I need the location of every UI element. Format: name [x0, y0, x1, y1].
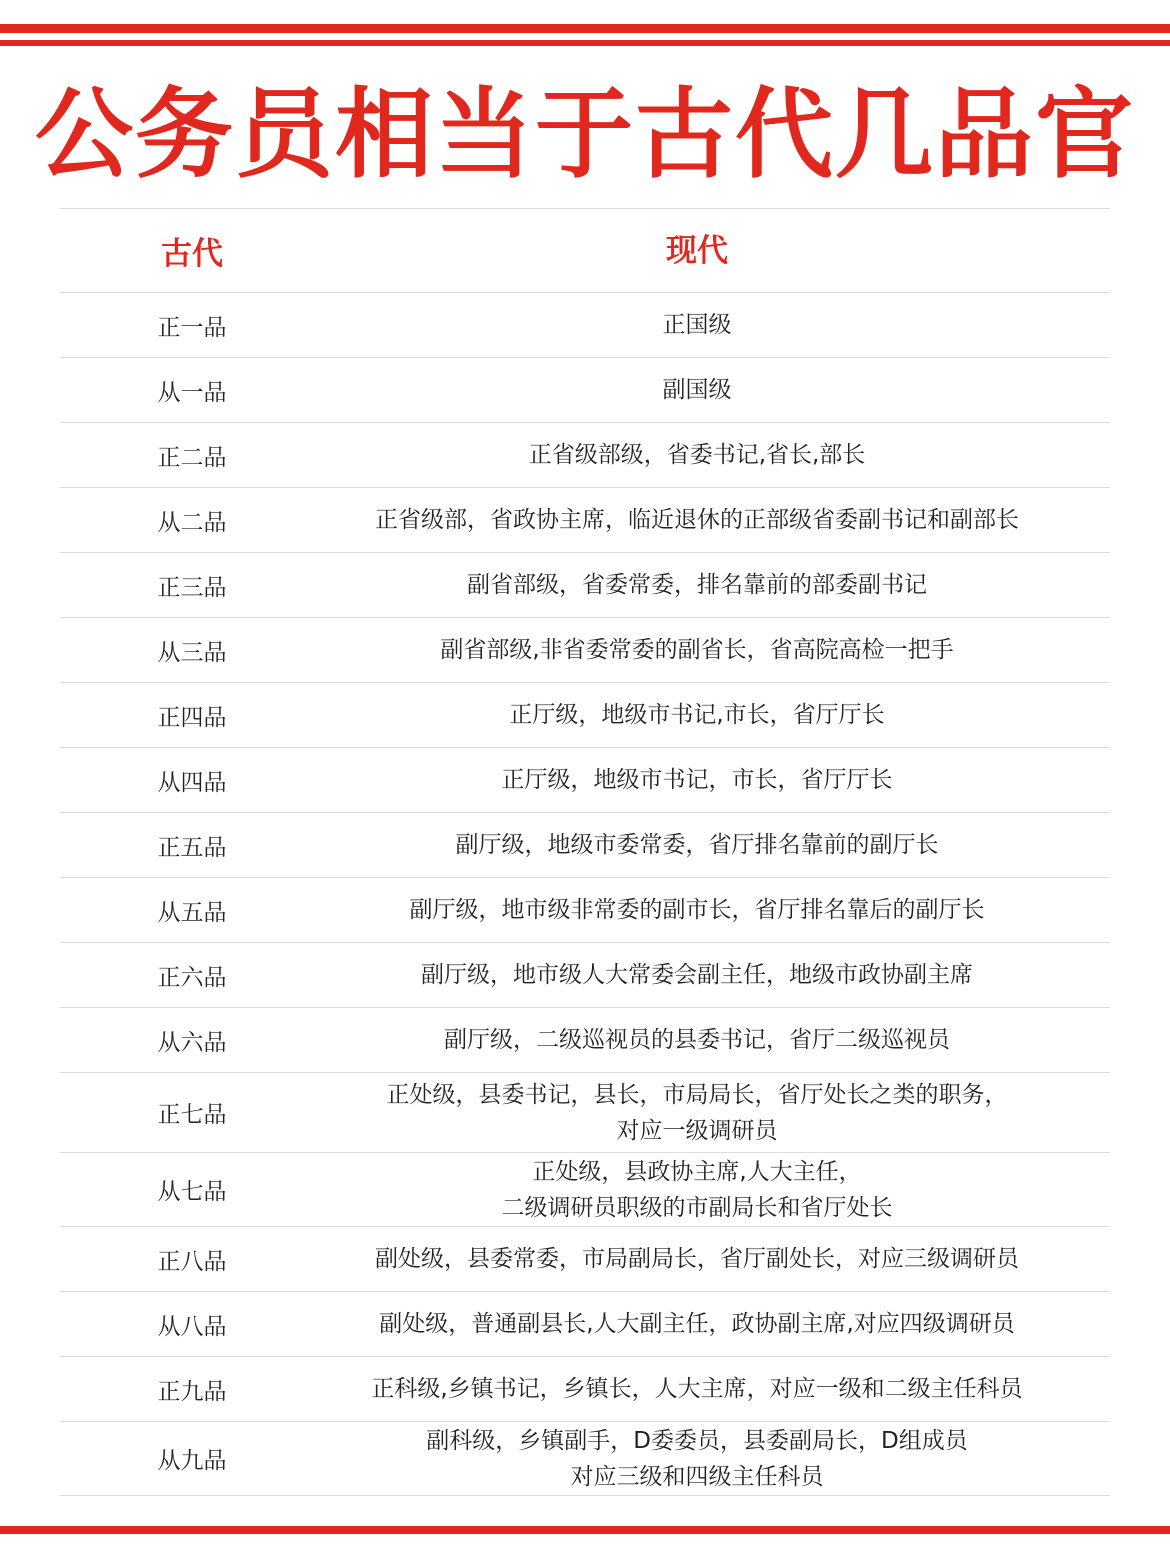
- modern-rank-line: 正处级，县政协主席,人大主任，: [532, 1158, 862, 1185]
- modern-rank-line: 正厅级，地级市书记,市长，省厅厅长: [509, 702, 885, 728]
- ancient-rank-cell: 正六品: [157, 964, 227, 991]
- ancient-rank-cell: 从六品: [157, 1029, 227, 1056]
- ancient-rank-cell: 正二品: [157, 444, 227, 471]
- modern-rank-line: 正省级部级，省委书记,省长,部长: [528, 442, 866, 468]
- modern-rank-cell: [324, 632, 1110, 668]
- ancient-rank-cell: 正九品: [157, 1378, 227, 1405]
- table-row: [60, 813, 1110, 878]
- modern-rank-line: 正科级,乡镇书记，乡镇长，人大主席，对应一级和二级主任科员: [371, 1376, 1023, 1402]
- rank-table: [60, 208, 1110, 1496]
- modern-rank-line: 副处级，普通副县长,人大副主任，政协副主席,对应四级调研员: [379, 1311, 1015, 1337]
- modern-rank-cell: [324, 1077, 1110, 1149]
- ancient-rank-cell: 从二品: [157, 509, 227, 536]
- modern-rank-line: 对应一级调研员: [616, 1117, 778, 1144]
- modern-rank-cell: [324, 307, 1110, 343]
- bottom-red-rule: [0, 1526, 1170, 1534]
- table-row: [60, 488, 1110, 553]
- modern-rank-line: 副厅级，地级市委常委，省厅排名靠前的副厅长: [455, 832, 939, 858]
- ancient-rank-cell: 正七品: [157, 1102, 227, 1128]
- modern-rank-line: 副省部级，省委常委，排名靠前的部委副书记: [467, 572, 927, 598]
- modern-rank-line: 副国级: [662, 377, 732, 403]
- modern-rank-line: 副处级，县委常委，市局副局长，省厅副处长，对应三级调研员: [375, 1246, 1019, 1272]
- ancient-rank-cell: 从三品: [157, 639, 227, 666]
- ancient-rank-cell: 从五品: [157, 899, 227, 926]
- ancient-rank-cell: 从四品: [157, 769, 227, 796]
- ancient-rank-cell: 正一品: [157, 314, 227, 341]
- table-row: [60, 1292, 1110, 1357]
- modern-rank-cell: [324, 1423, 1110, 1495]
- table-row: [60, 1422, 1110, 1496]
- modern-rank-line: 对应三级和四级主任科员: [570, 1463, 824, 1490]
- ancient-rank-cell: 正五品: [157, 834, 227, 861]
- modern-rank-line: 副省部级,非省委常委的副省长，省高院高检一把手: [440, 637, 954, 663]
- modern-rank-cell: [324, 1022, 1110, 1058]
- table-body: [60, 293, 1110, 1496]
- modern-rank-cell: [324, 437, 1110, 473]
- table-header-row: [60, 209, 1110, 293]
- table-row: [60, 618, 1110, 683]
- modern-rank-line: 副厅级，二级巡视员的县委书记，省厅二级巡视员: [444, 1027, 950, 1053]
- ancient-rank-cell: 从一品: [157, 379, 227, 406]
- table-row: [60, 1153, 1110, 1227]
- modern-rank-line: 副厅级，地市级非常委的副市长，省厅排名靠后的副厅长: [409, 897, 985, 923]
- modern-rank-cell: [324, 567, 1110, 603]
- ancient-rank-cell: 从九品: [157, 1448, 227, 1474]
- table-row: [60, 1227, 1110, 1292]
- table-row: [60, 1008, 1110, 1073]
- table-row: [60, 358, 1110, 423]
- modern-rank-line: 正国级: [662, 312, 732, 338]
- table-row: [60, 748, 1110, 813]
- ancient-rank-cell: 从七品: [157, 1179, 227, 1205]
- modern-rank-line: 正厅级，地级市书记，市长，省厅厅长: [501, 767, 893, 793]
- modern-rank-cell: [324, 1371, 1110, 1407]
- ancient-rank-cell: 正八品: [157, 1248, 227, 1275]
- modern-rank-cell: [324, 502, 1110, 538]
- top-red-rule-thin: [0, 40, 1170, 46]
- modern-rank-cell: [324, 762, 1110, 798]
- table-row: [60, 1073, 1110, 1153]
- table-row: [60, 553, 1110, 618]
- table-row: [60, 683, 1110, 748]
- table-row: [60, 423, 1110, 488]
- table-row: [60, 293, 1110, 358]
- modern-rank-line: 正省级部，省政协主席，临近退休的正部级省委副书记和副部长: [375, 507, 1019, 533]
- modern-rank-cell: [324, 827, 1110, 863]
- modern-rank-cell: [324, 697, 1110, 733]
- table-row: [60, 878, 1110, 943]
- modern-rank-cell: [324, 1306, 1110, 1342]
- header-ancient: 古代: [161, 236, 223, 272]
- modern-rank-cell: [324, 1154, 1110, 1226]
- modern-rank-line: 二级调研员职级的市副局长和省厅处长: [501, 1194, 893, 1221]
- table-row: [60, 1357, 1110, 1422]
- modern-rank-line: 副厅级，地市级人大常委会副主任，地级市政协副主席: [421, 962, 973, 988]
- modern-rank-cell: [324, 372, 1110, 408]
- ancient-rank-cell: 从八品: [157, 1313, 227, 1340]
- modern-rank-cell: [324, 892, 1110, 928]
- page-title: 公务员相当于古代几品官: [34, 78, 1135, 192]
- ancient-rank-cell: 正三品: [157, 574, 227, 601]
- modern-rank-cell: [324, 957, 1110, 993]
- top-red-rule: [0, 24, 1170, 33]
- modern-rank-cell: [324, 1241, 1110, 1277]
- modern-rank-line: 副科级，乡镇副手，D委委员，县委副局长，D组成员: [426, 1427, 968, 1454]
- header-modern: 现代: [666, 232, 728, 269]
- table-row: [60, 943, 1110, 1008]
- ancient-rank-cell: 正四品: [157, 704, 227, 731]
- modern-rank-line: 正处级，县委书记，县长，市局局长，省厅处长之类的职务，: [386, 1081, 1008, 1108]
